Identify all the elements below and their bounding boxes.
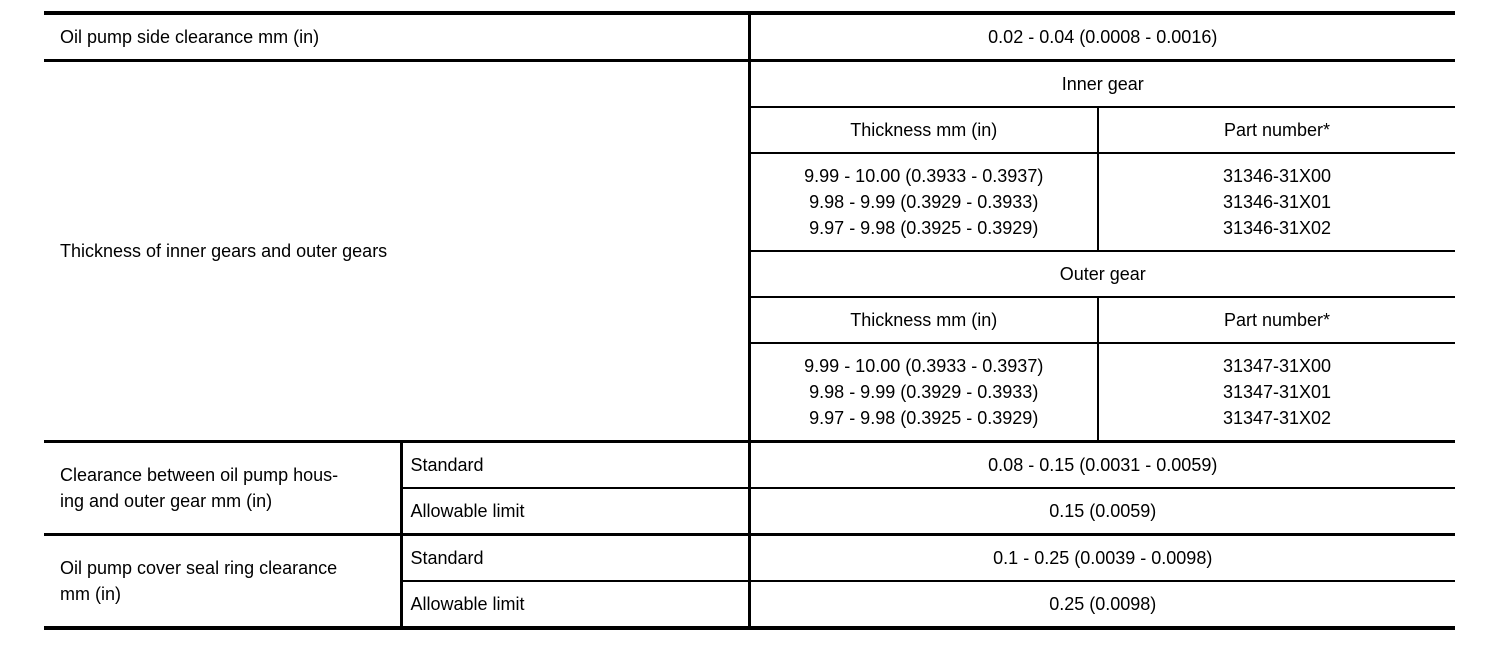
inner-thickness-header: Thickness mm (in) bbox=[749, 107, 1098, 153]
outer-part-values bbox=[1098, 343, 1455, 442]
table-row bbox=[44, 13, 1455, 61]
outer-thickness-1: 9.99 - 10.00 (0.3933 - 0.3937) bbox=[804, 356, 1044, 376]
table-row bbox=[44, 61, 1455, 108]
spec-table bbox=[44, 11, 1455, 630]
seal-ring-standard-value: 0.1 - 0.25 (0.0039 - 0.0098) bbox=[749, 535, 1455, 582]
housing-limit-label: Allowable limit bbox=[401, 488, 749, 535]
side-clearance-value: 0.02 - 0.04 (0.0008 - 0.0016) bbox=[749, 13, 1455, 61]
outer-gear-heading: Outer gear bbox=[749, 251, 1455, 297]
seal-ring-label-line2: mm (in) bbox=[60, 584, 121, 604]
outer-thickness-3: 9.97 - 9.98 (0.3925 - 0.3929) bbox=[809, 408, 1039, 428]
housing-clearance-label-line2: ing and outer gear mm (in) bbox=[60, 491, 273, 511]
seal-ring-limit-label: Allowable limit bbox=[401, 581, 749, 628]
outer-thickness-2: 9.98 - 9.99 (0.3929 - 0.3933) bbox=[809, 382, 1039, 402]
outer-part-3: 31347-31X02 bbox=[1222, 408, 1332, 428]
outer-part-1: 31347-31X00 bbox=[1222, 356, 1332, 376]
housing-clearance-label-line1: Clearance between oil pump hous- bbox=[60, 465, 339, 485]
side-clearance-label: Oil pump side clearance mm (in) bbox=[44, 13, 749, 61]
inner-thickness-3: 9.97 - 9.98 (0.3925 - 0.3929) bbox=[809, 218, 1039, 238]
inner-gear-heading: Inner gear bbox=[749, 61, 1455, 108]
seal-ring-standard-label: Standard bbox=[401, 535, 749, 582]
outer-part-header: Part number* bbox=[1098, 297, 1455, 343]
housing-standard-label: Standard bbox=[401, 442, 749, 489]
outer-part-2: 31347-31X01 bbox=[1222, 382, 1332, 402]
gear-thickness-label: Thickness of inner gears and outer gears bbox=[44, 61, 749, 442]
table-row bbox=[44, 535, 1455, 582]
outer-thickness-values bbox=[749, 343, 1098, 442]
inner-part-3: 31346-31X02 bbox=[1222, 218, 1332, 238]
seal-ring-limit-value: 0.25 (0.0098) bbox=[749, 581, 1455, 628]
housing-limit-value: 0.15 (0.0059) bbox=[749, 488, 1455, 535]
housing-standard-value: 0.08 - 0.15 (0.0031 - 0.0059) bbox=[749, 442, 1455, 489]
inner-part-1: 31346-31X00 bbox=[1222, 166, 1332, 186]
inner-part-2: 31346-31X01 bbox=[1222, 192, 1332, 212]
housing-clearance-label bbox=[44, 442, 401, 535]
table-row bbox=[44, 442, 1455, 489]
seal-ring-clearance-label bbox=[44, 535, 401, 629]
inner-thickness-2: 9.98 - 9.99 (0.3929 - 0.3933) bbox=[809, 192, 1039, 212]
outer-thickness-header: Thickness mm (in) bbox=[749, 297, 1098, 343]
inner-part-values bbox=[1098, 153, 1455, 251]
seal-ring-label-line1: Oil pump cover seal ring clearance bbox=[60, 558, 338, 578]
inner-thickness-1: 9.99 - 10.00 (0.3933 - 0.3937) bbox=[804, 166, 1044, 186]
inner-part-header: Part number* bbox=[1098, 107, 1455, 153]
inner-thickness-values bbox=[749, 153, 1098, 251]
